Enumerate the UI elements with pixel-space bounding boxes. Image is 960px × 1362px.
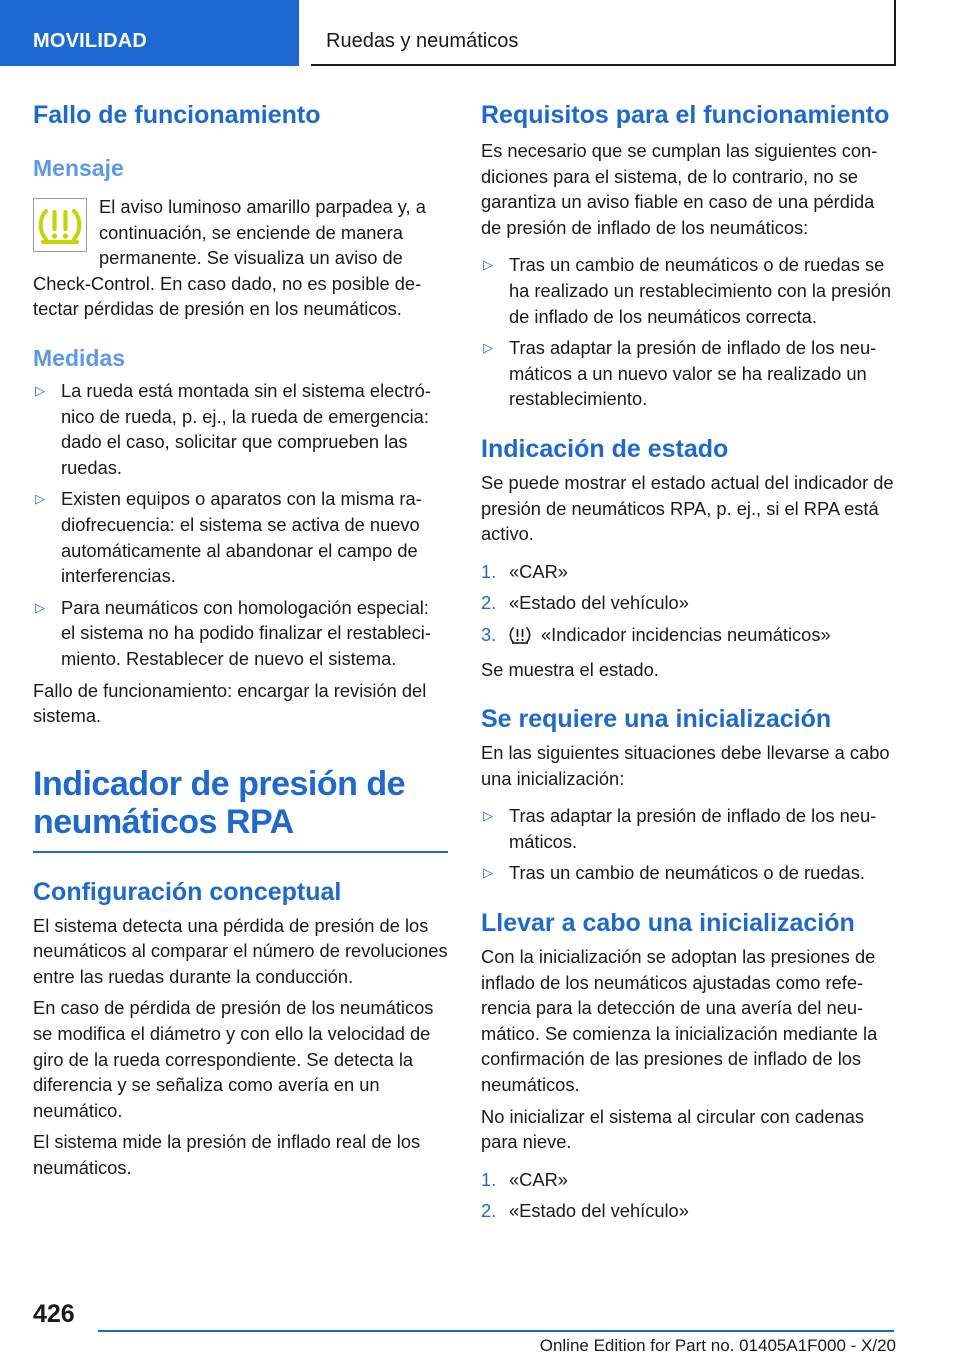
header-chapter-label: Ruedas y neumáticos <box>326 30 519 52</box>
estado-steps <box>481 559 896 651</box>
header-chapter-tab <box>311 0 896 66</box>
footer-divider <box>98 1330 894 1332</box>
step-item: 3. «Indicador incidencias neumáticos» <box>481 622 896 651</box>
step-item: 2. «Estado del vehículo» <box>481 592 689 614</box>
init-required-list <box>481 803 896 886</box>
medidas-heading: Medidas <box>33 344 126 371</box>
list-item: ▷ Tras un cambio de neumáticos o de ruedas se ha realizado un restablecimiento con la presión de inflado de los neumáticos correcta. <box>483 254 892 327</box>
list-item: ▷ Existen equipos o aparatos con la misma radiofrecuencia: el sistema se activa de nuevo automáticamente al abandonar el campo de interferencias. <box>35 488 422 587</box>
footer-edition-text: Online Edition for Part no. 01405A1F000 - X/20 <box>539 1336 896 1355</box>
list-item: ▷ Tras un cambio de neumáticos o de ruedas. <box>481 860 896 886</box>
config-paragraph: El sistema detecta una pérdida de presión de los neumáticos al comparar el número de revoluciones entre las ruedas durante la conducción. <box>33 914 448 987</box>
init-heading: Llevar a cabo una inicialización <box>481 909 855 938</box>
requisitos-list <box>481 252 896 412</box>
rpa-heading: Indicador de presión de neumáticos RPA <box>33 764 406 841</box>
list-item: ▷ Tras adaptar la presión de inflado de los neumáticos a un nuevo valor se ha realizado un restablecimiento. <box>483 337 877 410</box>
mensaje-heading: Mensaje <box>33 155 124 181</box>
bullet-icon: ▷ <box>483 257 493 273</box>
requisitos-heading: Requisitos para el funcionamiento <box>481 101 890 129</box>
list-item: ▷ Para neumáticos con homologación especial: el sistema no ha podido finalizar el restablecimiento. Restablecer de nuevo el sistema. <box>35 596 431 669</box>
init-required-heading: Se requiere una inicialización <box>481 705 832 734</box>
estado-text: Se puede mostrar el estado actual del indicador de presión de neumáticos RPA, p. ej., si el RPA está activo. <box>481 471 894 545</box>
right-column <box>481 100 896 1224</box>
mensaje-block <box>33 194 448 322</box>
config-heading: Configuración conceptual <box>33 877 342 906</box>
fallo-heading: Fallo de funcionamiento <box>33 101 321 129</box>
heading-divider <box>33 851 448 853</box>
bullet-icon: ▷ <box>483 340 493 356</box>
estado-heading: Indicación de estado <box>481 434 729 463</box>
header-section-label: MOVILIDAD <box>33 30 148 52</box>
tire-warning-small-icon <box>509 625 531 651</box>
init-steps <box>481 1167 896 1224</box>
tire-pressure-warning-icon <box>33 198 87 252</box>
mensaje-text: El aviso luminoso amarillo parpadea y, a continuación, se enciende de manera permanente. Se visualiza un aviso de Check-Control. En caso dado, no es posible detectar pérdidas de presión en los neumáticos. <box>33 196 426 320</box>
page-number: 426 <box>33 1300 75 1328</box>
bullet-icon: ▷ <box>35 491 45 507</box>
bullet-icon: ▷ <box>35 599 45 615</box>
step-item: 1. «CAR» <box>481 560 568 582</box>
init-paragraph: Con la inicialización se adoptan las presiones de inflado de los neumáticos ajustadas como referencia para la detección de una avería del neumático. Se comienza la inicialización mediante la confirmación de las presiones de inflado de los neumáticos. <box>481 946 878 1096</box>
list-item: ▷ Tras adaptar la presión de inflado de los neumáticos. <box>483 805 877 852</box>
bullet-icon: ▷ <box>35 382 45 398</box>
medidas-after-text: Fallo de funcionamiento: encargar la revisión del sistema. <box>33 679 427 727</box>
step-item: 2. «Estado del vehículo» <box>481 1200 689 1222</box>
init-paragraph: No inicializar el sistema al circular con cadenas para nieve. <box>481 1105 865 1153</box>
bullet-icon: ▷ <box>483 808 493 824</box>
init-required-text: En las siguientes situaciones debe llevarse a cabo una inicialización: <box>481 742 890 789</box>
config-paragraph: En caso de pérdida de presión de los neumáticos se modifica el diámetro y con ello la velocidad de giro de la rueda correspondiente. Se detecta la diferencia y se señaliza como avería en un neumático. <box>33 997 434 1121</box>
estado-after-text: Se muestra el estado. <box>481 658 659 680</box>
header-section-tab <box>0 0 299 66</box>
requisitos-text: Es necesario que se cumplan las siguientes condiciones para el sistema, de lo contrario, no se garantiza un aviso fiable en caso de una pérdida de presión de inflado de los neumáticos: <box>481 140 878 238</box>
left-column <box>33 100 448 1181</box>
bullet-icon: ▷ <box>483 865 493 881</box>
step-item: 1. «CAR» <box>481 1168 568 1190</box>
list-item: ▷ La rueda está montada sin el sistema electrónico de rueda, p. ej., la rueda de emergencia: dado el caso, solicitar que comprueben las ruedas. <box>35 379 431 478</box>
medidas-list <box>33 378 448 672</box>
config-paragraph: El sistema mide la presión de inflado real de los neumáticos. <box>33 1131 421 1179</box>
